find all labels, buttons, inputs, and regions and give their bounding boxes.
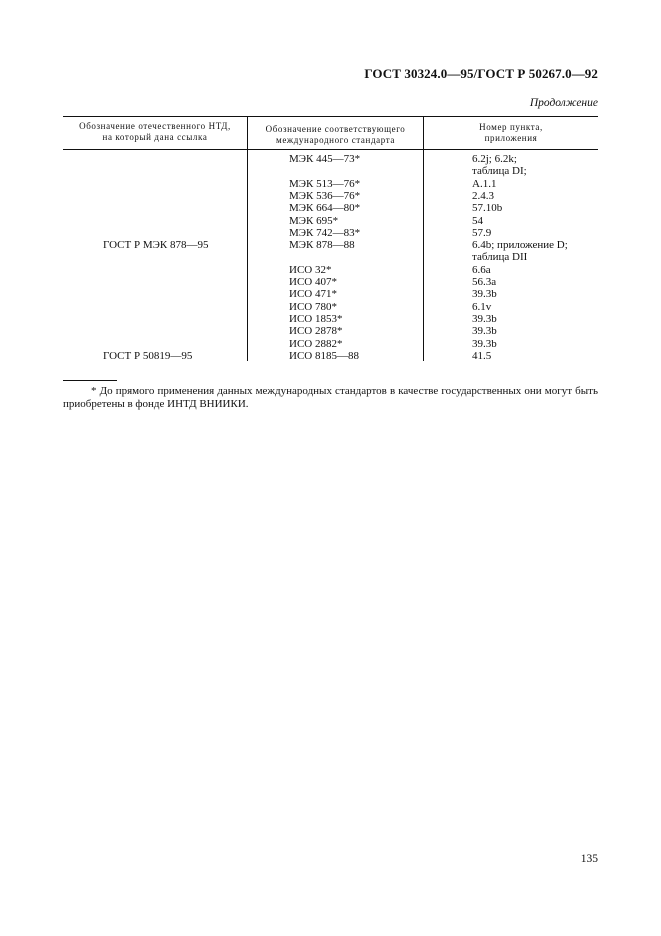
cell-clause-number: A.1.1: [472, 177, 497, 190]
cell-international-standard: ИСО 407*: [289, 276, 337, 288]
cell-international-standard: МЭК 742—83*: [289, 226, 361, 239]
footnote-text: * До прямого применения данных международных стандартов в качестве государственных они могут быть приобретены в фонде ИНТД ВНИИКИ.: [63, 385, 598, 410]
column-header-clause: [424, 122, 598, 144]
table-divider-1: [247, 116, 248, 361]
document-header-title: ГОСТ 30324.0—95/ГОСТ Р 50267.0—92: [364, 66, 598, 81]
cell-clause-number: 56.3a: [472, 276, 497, 288]
cell-clause-number: 6.6a: [472, 263, 491, 276]
cell-clause-number: 57.10b: [472, 202, 503, 215]
column-header-clause-line2: приложения: [484, 133, 538, 143]
cell-international-standard: МЭК 536—76*: [289, 189, 361, 202]
cell-international-standard: ИСО 8185—88: [289, 349, 359, 362]
cell-clause-number: 39.3b: [472, 325, 497, 338]
cell-international-standard: МЭК 878—88: [289, 239, 355, 252]
table-top-rule: [63, 116, 598, 117]
cell-clause-number: 57.9: [472, 226, 492, 239]
cell-international-standard: МЭК 513—76*: [289, 177, 361, 190]
cell-clause-number: 2.4.3: [472, 189, 494, 202]
page-number: 135: [580, 853, 598, 865]
cell-international-standard: ИСО 1853*: [289, 312, 343, 325]
cell-clause-number: 6.2j; 6.2k;: [472, 153, 517, 165]
cell-clause-number: 41.5: [472, 349, 492, 362]
column-header-international: [248, 124, 423, 146]
cell-domestic-standard: ГОСТ Р 50819—95: [103, 349, 193, 362]
cell-clause-number: 39.3b: [472, 288, 497, 301]
cell-international-standard: МЭК 664—80*: [289, 202, 361, 215]
column-header-international-line1: Обозначение соответствующего: [265, 124, 406, 134]
cell-international-standard: ИСО 471*: [289, 288, 337, 301]
column-header-domestic: [63, 121, 247, 143]
column-header-international-line2: международного стандарта: [276, 135, 395, 145]
cell-clause-number: 54: [472, 214, 483, 227]
cell-international-standard: МЭК 445—73*: [289, 153, 361, 165]
table-header-rule: [63, 149, 598, 150]
footnote-rule: [63, 380, 117, 381]
cell-clause-number: 6.1v: [472, 300, 492, 313]
cell-international-standard: МЭК 695*: [289, 214, 339, 227]
cell-clause-number: таблица DI;: [472, 165, 527, 178]
cell-clause-number: 6.4b; приложение D;: [472, 239, 568, 252]
cell-clause-number: 39.3b: [472, 312, 497, 325]
cell-international-standard: ИСО 780*: [289, 300, 337, 313]
cell-international-standard: ИСО 2878*: [289, 325, 343, 338]
cell-domestic-standard: ГОСТ Р МЭК 878—95: [103, 239, 209, 252]
cell-international-standard: ИСО 32*: [289, 263, 332, 276]
table-divider-2: [423, 116, 424, 361]
continuation-label: Продолжение: [529, 97, 598, 109]
cell-international-standard: ИСО 2882*: [289, 337, 343, 350]
cell-clause-number: таблица DII: [472, 251, 528, 264]
column-header-domestic-line1: Обозначение отечественного НТД,: [79, 121, 231, 131]
column-header-domestic-line2: на который дана ссылка: [102, 132, 208, 142]
cell-clause-number: 39.3b: [472, 337, 497, 350]
column-header-clause-line1: Номер пункта,: [479, 122, 543, 132]
